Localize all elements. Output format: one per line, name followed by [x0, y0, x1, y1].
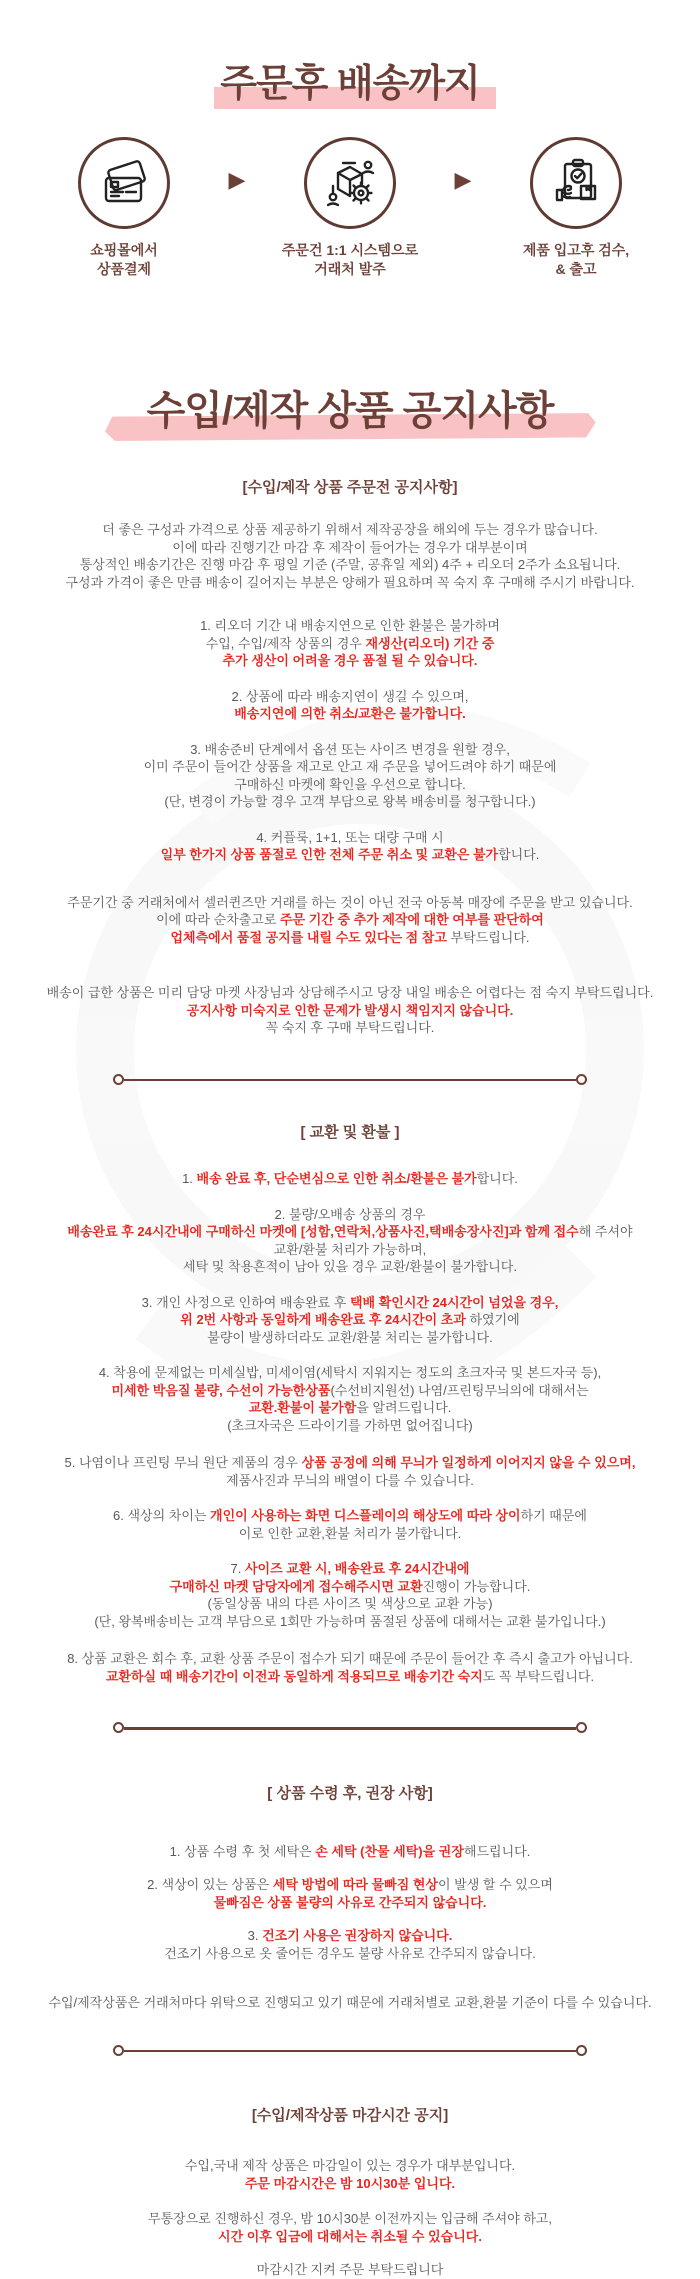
- notice-body: [0, 476, 700, 2279]
- pre-order-item-1: 1. 리오더 기간 내 배송지연으로 인한 환불은 불가하며 수입, 수입/제작 상품의 경우 재생산(리오더) 기간 중 추가 생산이 어려울 경우 품절 될 수 있습니다.: [200, 618, 500, 668]
- divider-end-ring: [576, 1074, 587, 1085]
- exchange-refund-heading: [ 교환 및 환불 ]: [300, 1124, 400, 1141]
- exchange-item-6: 6. 색상의 차이는 개인이 사용하는 화면 디스플레이의 해상도에 따라 상이하기 때문에 이로 인한 교환,환불 처리가 불가합니다.: [113, 1508, 587, 1541]
- receipt-item-1: 1. 상품 수령 후 첫 세탁은 손 세탁 (찬물 세탁)을 권장해드립니다.: [169, 1843, 531, 1859]
- step-label: 주문건 1:1 시스템으로 거래처 발주: [281, 242, 419, 277]
- page-title: 주문후 배송까지: [220, 0, 480, 107]
- pre-order-item-2: 2. 상품에 따라 배송지연이 생길 수 있으며, 배송지연에 의한 취소/교환은 불가합니다.: [231, 688, 469, 721]
- step-label: 제품 입고후 검수, & 출고: [522, 242, 630, 277]
- divider-end-ring: [576, 1722, 587, 1733]
- inspection-shipping-icon: [549, 156, 603, 210]
- receipt-note: 수입/제작상품은 거래처마다 위탁으로 진행되고 있기 때문에 거래처별로 교환,환불 기준이 다를 수 있습니다.: [48, 1995, 652, 2010]
- pre-order-note-1: 주문기간 중 거래처에서 셀러퀸즈만 거래를 하는 것이 아닌 전국 아동복 매장에 주문을 받고 있습니다. 이에 따라 순차출고로 주문 기간 중 추가 제작에 대한 여부를 판단하여 업체측에서 품절 공지를 내릴 수도 있다는 점 참고 부탁드립니다.: [67, 894, 633, 945]
- exchange-item-1: 1. 배송 완료 후, 단순변심으로 인한 취소/환불은 불가합니다.: [182, 1171, 518, 1186]
- process-steps: [0, 137, 700, 279]
- arrow-right-icon: ▶: [228, 167, 246, 192]
- pre-order-item-4: 4. 커플룩, 1+1, 또는 대량 구매 시 일부 한가지 상품 품절로 인한 전체 주문 취소 및 교환은 불가합니다.: [160, 829, 540, 862]
- step-circle: [78, 137, 170, 229]
- receipt-item-3: 3. 건조기 사용은 권장하지 않습니다. 건조기 사용으로 옷 줄어든 경우도 불량 사유로 간주되지 않습니다.: [164, 1928, 536, 1961]
- after-receipt-heading: [ 상품 수령 후, 권장 사항]: [267, 1784, 433, 1802]
- order-system-icon: [323, 156, 377, 210]
- deadline-item-1: 수입,국내 제작 상품은 마감일이 있는 경우가 대부분입니다. 주문 마감시간은 밤 10시30분 입니다.: [184, 2158, 516, 2191]
- divider-end-ring: [113, 1074, 124, 1085]
- step-label: 쇼핑몰에서 상품결제: [90, 242, 158, 277]
- deadline-heading: [수입/제작상품 마감시간 공지]: [251, 2107, 449, 2124]
- notice-title: 수입/제작 상품 공지사항: [147, 379, 554, 436]
- divider-1: [124, 1079, 576, 1082]
- divider-end-ring: [113, 1722, 124, 1733]
- exchange-item-2: 2. 불량/오배송 상품의 경우 배송완료 후 24시간내에 구매하신 마켓에 [성함,연락처,상품사진,택배송장사진]과 함께 접수해 주셔야 교환/환불 처리가 가능하며, 세탁 및 착용흔적이 남아 있을 경우 교환/환불이 불가합니다.: [67, 1206, 633, 1274]
- exchange-item-4: 4. 착용에 문제없는 미세실밥, 미세이염(세탁시 지워지는 정도의 초크자국 및 본드자국 등), 미세한 박음질 불량, 수선이 가능한상품(수선비지원선) 나염/프린팅무늬의에 대해서는 교환.환불이 불가함을 알려드립니다. (초크자국은 드라이기를 가하면 없어집니다): [98, 1365, 602, 1433]
- step-payment: [31, 137, 217, 279]
- exchange-item-5: 5. 나염이나 프린팅 무늬 원단 제품의 경우 상품 공정에 의해 무늬가 일정하게 이어지지 않을 수 있으며, 제품사진과 무늬의 배열이 다를 수 있습니다.: [64, 1455, 636, 1488]
- step-order-system: [257, 137, 443, 279]
- divider-end-ring: [576, 2045, 587, 2056]
- divider-3: [124, 2050, 576, 2053]
- pre-order-note-2: 배송이 급한 상품은 미리 담당 마켓 사장님과 상담해주시고 당장 내일 배송은 어렵다는 점 숙지 부탁드립니다. 공지사항 미숙지로 인한 문제가 발생시 책임지지 않습니다. 꼭 숙지 후 구매 부탁드립니다.: [46, 985, 654, 1035]
- pre-order-heading: [수입/제작 상품 주문전 공지사항]: [242, 479, 458, 496]
- credit-card-icon: [97, 156, 151, 210]
- step-circle: [530, 137, 622, 229]
- receipt-item-2: 2. 색상이 있는 상품은 세탁 방법에 따라 물빠짐 현상이 발생 할 수 있으며 물빠짐은 상품 불량의 사유로 간주되지 않습니다.: [147, 1877, 553, 1910]
- step-circle: [304, 137, 396, 229]
- pre-order-item-3: 3. 배송준비 단계에서 옵션 또는 사이즈 변경을 원할 경우, 이미 주문이 들어간 상품을 재고로 안고 재 주문을 넣어드려야 하기 때문에 구매하신 마켓에 확인을 우선으로 합니다. (단, 변경이 가능할 경우 고객 부담으로 왕복 배송비를 청구합니다.): [143, 741, 557, 809]
- arrow-right-icon: ▶: [454, 167, 472, 192]
- exchange-item-8: 8. 상품 교환은 회수 후, 교환 상품 주문이 접수가 되기 때문에 주문이 들어간 후 즉시 출고가 아닙니다. 교환하실 때 배송기간이 이전과 동일하게 적용되므로 배송기간 숙지도 꼭 부탁드립니다.: [67, 1651, 633, 1684]
- exchange-item-3: 3. 개인 사정으로 인하여 배송완료 후 택배 확인시간 24시간이 넘었을 경우, 위 2번 사항과 동일하게 배송완료 후 24시간이 초과 하였기에 불량이 발생하더라도 교환/환불 처리는 불가합니다.: [141, 1294, 559, 1345]
- pre-order-intro: 더 좋은 구성과 가격으로 상품 제공하기 위해서 제작공장을 해외에 두는 경우가 많습니다. 이에 따라 진행기간 마감 후 제작이 들어가는 경우가 대부분이며 통상적인 배송기간은 진행 마감 후 평일 기준 (주말, 공휴일 제외) 4주 + 리오더 2주가 소요됩니다. 구성과 가격이 좋은 만큼 배송이 길어지는 부분은 양해가 필요하며 꼭 숙지 후 구매해 주시기 바랍니다.: [65, 522, 635, 590]
- divider-2: [124, 1727, 576, 1730]
- exchange-item-7: 7. 사이즈 교환 시, 배송완료 후 24시간내에 구매하신 마켓 담당자에게 접수해주시면 교환진행이 가능합니다. (동일상품 내의 다른 사이즈 및 색상으로 교환 가능) (단, 왕복배송비는 고객 부담으로 1회만 가능하며 품절된 상품에 대해서는 교환 불가입니다.): [94, 1561, 606, 1629]
- deadline-item-2: 무통장으로 진행하신 경우, 밤 10시30분 이전까지는 입금해 주셔야 하고, 시간 이후 입금에 대해서는 취소될 수 있습니다.: [147, 2211, 553, 2244]
- deadline-item-3: 마감시간 지켜 주문 부탁드립니다: [256, 2262, 444, 2277]
- divider-end-ring: [113, 2045, 124, 2056]
- step-inspection: [483, 137, 669, 279]
